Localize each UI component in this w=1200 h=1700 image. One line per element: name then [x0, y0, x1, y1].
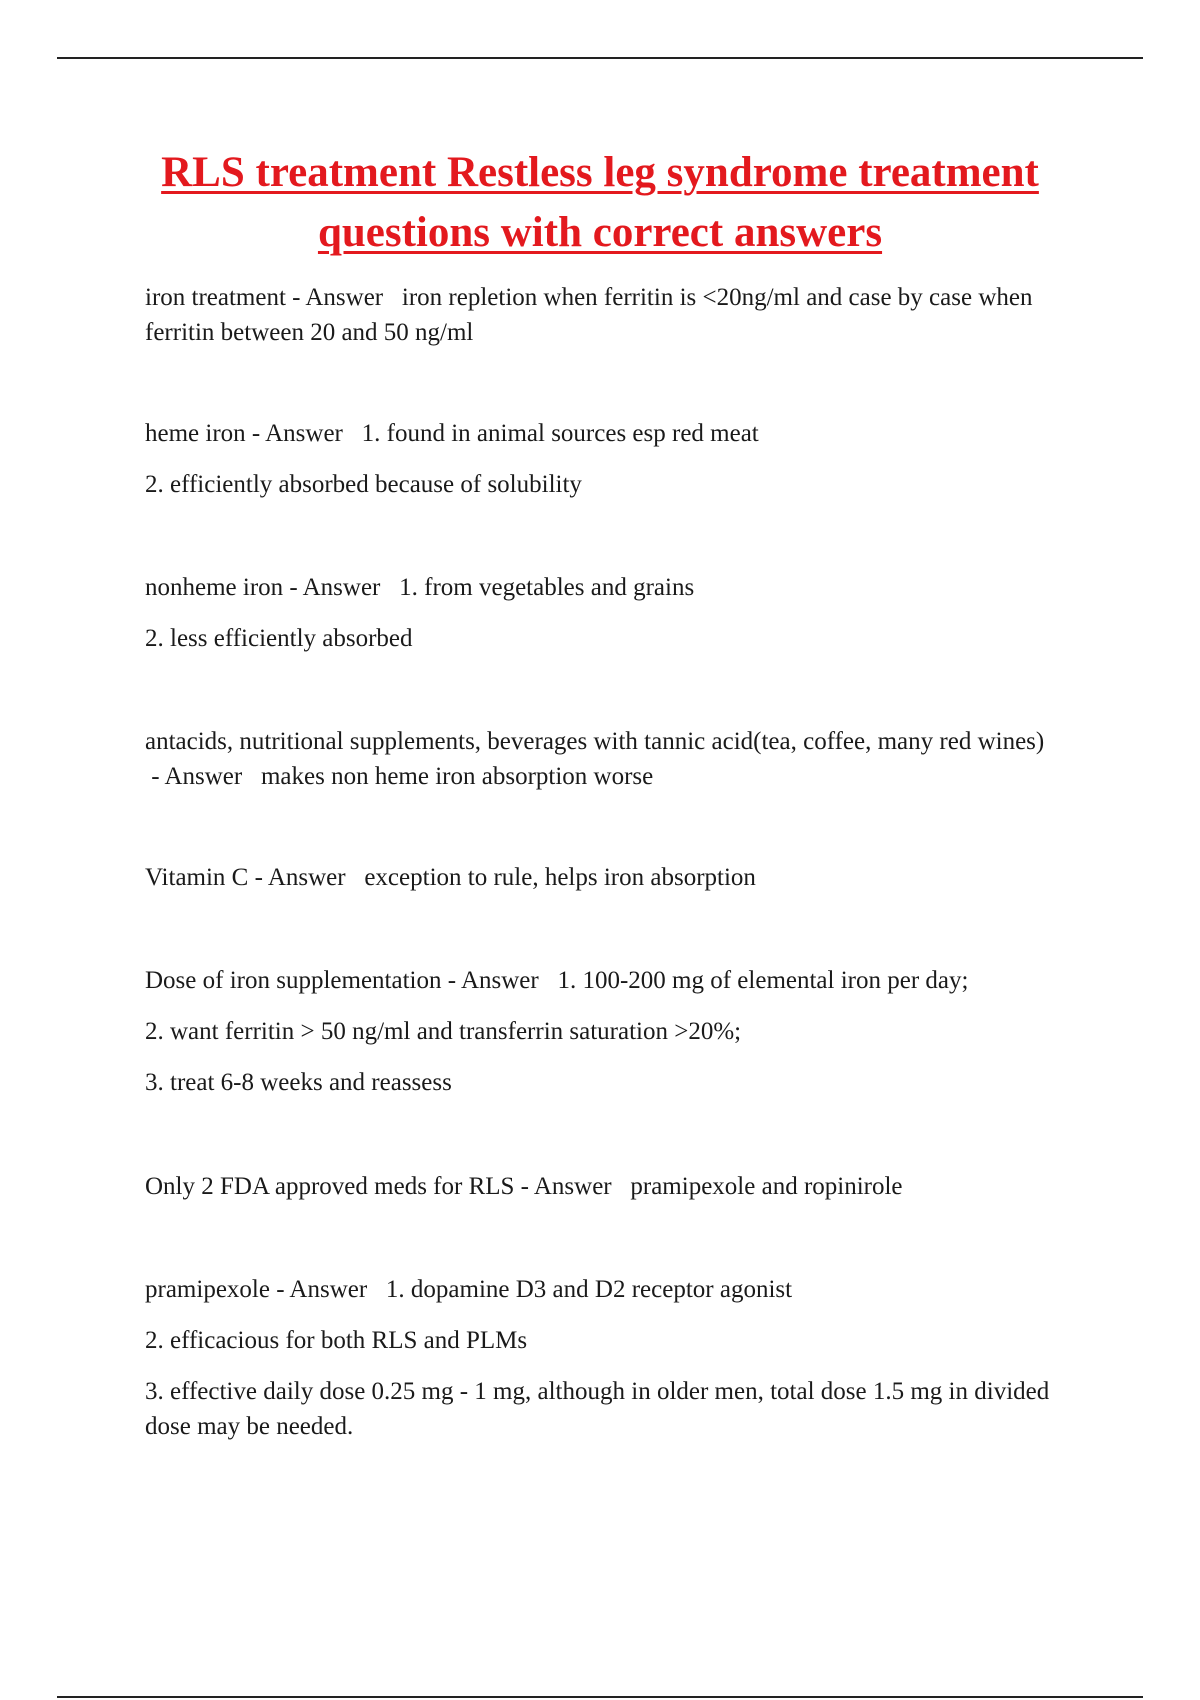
qa-term: heme iron — [145, 420, 246, 447]
qa-answer-label: Answer — [302, 574, 381, 601]
qa-term: Only 2 FDA approved meds for RLS — [145, 1173, 515, 1200]
qa-answer-line: pramipexole and ropinirole — [630, 1173, 903, 1200]
qa-separator: - — [269, 1276, 290, 1303]
qa-answer-label: Answer — [305, 284, 384, 311]
qa-term: Vitamin C — [145, 864, 249, 891]
qa-answer-line: 2. want ferritin > 50 ng/ml and transferrin saturation >20%; — [145, 1018, 742, 1045]
qa-item-antacids — [145, 724, 1090, 794]
qa-term: antacids, nutritional supplements, beverages with tannic acid(tea, coffee, many red wines) — [145, 728, 1045, 755]
qa-answer-line: 1. from vegetables and grains — [399, 574, 695, 601]
qa-item-heme-iron — [145, 416, 1090, 451]
qa-answer-label: Answer — [267, 864, 346, 891]
qa-separator: - — [441, 967, 461, 994]
qa-answer-line: 3. treat 6-8 weeks and reassess — [145, 1069, 452, 1096]
qa-separator: - — [285, 284, 306, 311]
footer-rule — [57, 1696, 1143, 1698]
qa-answer-label: Answer — [289, 1276, 368, 1303]
qa-answer-line: 1. 100-200 mg of elemental iron per day; — [557, 967, 969, 994]
qa-separator: - — [145, 763, 165, 790]
qa-term: nonheme iron — [145, 574, 284, 601]
qa-separator: - — [283, 574, 303, 601]
qa-answer-label: Answer — [460, 967, 539, 994]
qa-separator: - — [514, 1173, 534, 1200]
qa-separator: - — [245, 420, 266, 447]
qa-item-nonheme-iron — [145, 570, 1090, 605]
qa-answer-line: 1. found in animal sources esp red meat — [361, 420, 759, 447]
qa-term: Dose of iron supplementation — [145, 967, 442, 994]
qa-answer-line: 2. efficiently absorbed because of solubility — [145, 471, 582, 498]
qa-answer-line: exception to rule, helps iron absorption — [364, 864, 756, 891]
qa-item-iron-dose — [145, 963, 1090, 998]
qa-separator: - — [248, 864, 268, 891]
qa-term: pramipexole — [145, 1276, 270, 1303]
qa-answer-line: 2. efficacious for both RLS and PLMs — [145, 1327, 528, 1354]
qa-answer-line: 1. dopamine D3 and D2 receptor agonist — [385, 1276, 793, 1303]
qa-answer-label: Answer — [265, 420, 343, 447]
qa-answer-line: iron repletion when ferritin is <20ng/ml and case by case when ferritin between 20 and 50 ng/ml — [145, 284, 1033, 346]
qa-item-vitamin-c — [145, 860, 1090, 895]
qa-answer-line: makes non heme iron absorption worse — [260, 763, 654, 790]
document-title: RLS treatment Restless leg syndrome treatment questions with correct answers — [161, 149, 1039, 256]
qa-term: iron treatment — [145, 284, 286, 311]
qa-answer-label: Answer — [533, 1173, 612, 1200]
qa-answer-line: 2. less efficiently absorbed — [145, 625, 413, 652]
qa-answer-line: 3. effective daily dose 0.25 mg - 1 mg, although in older men, total dose 1.5 mg in divided dose may be needed. — [145, 1378, 1050, 1440]
qa-item-fda-meds — [145, 1169, 1090, 1204]
qa-answer-label: Answer — [164, 763, 243, 790]
qa-item-iron-treatment — [145, 280, 1090, 350]
qa-item-pramipexole — [145, 1272, 1090, 1307]
header-rule — [57, 57, 1143, 59]
